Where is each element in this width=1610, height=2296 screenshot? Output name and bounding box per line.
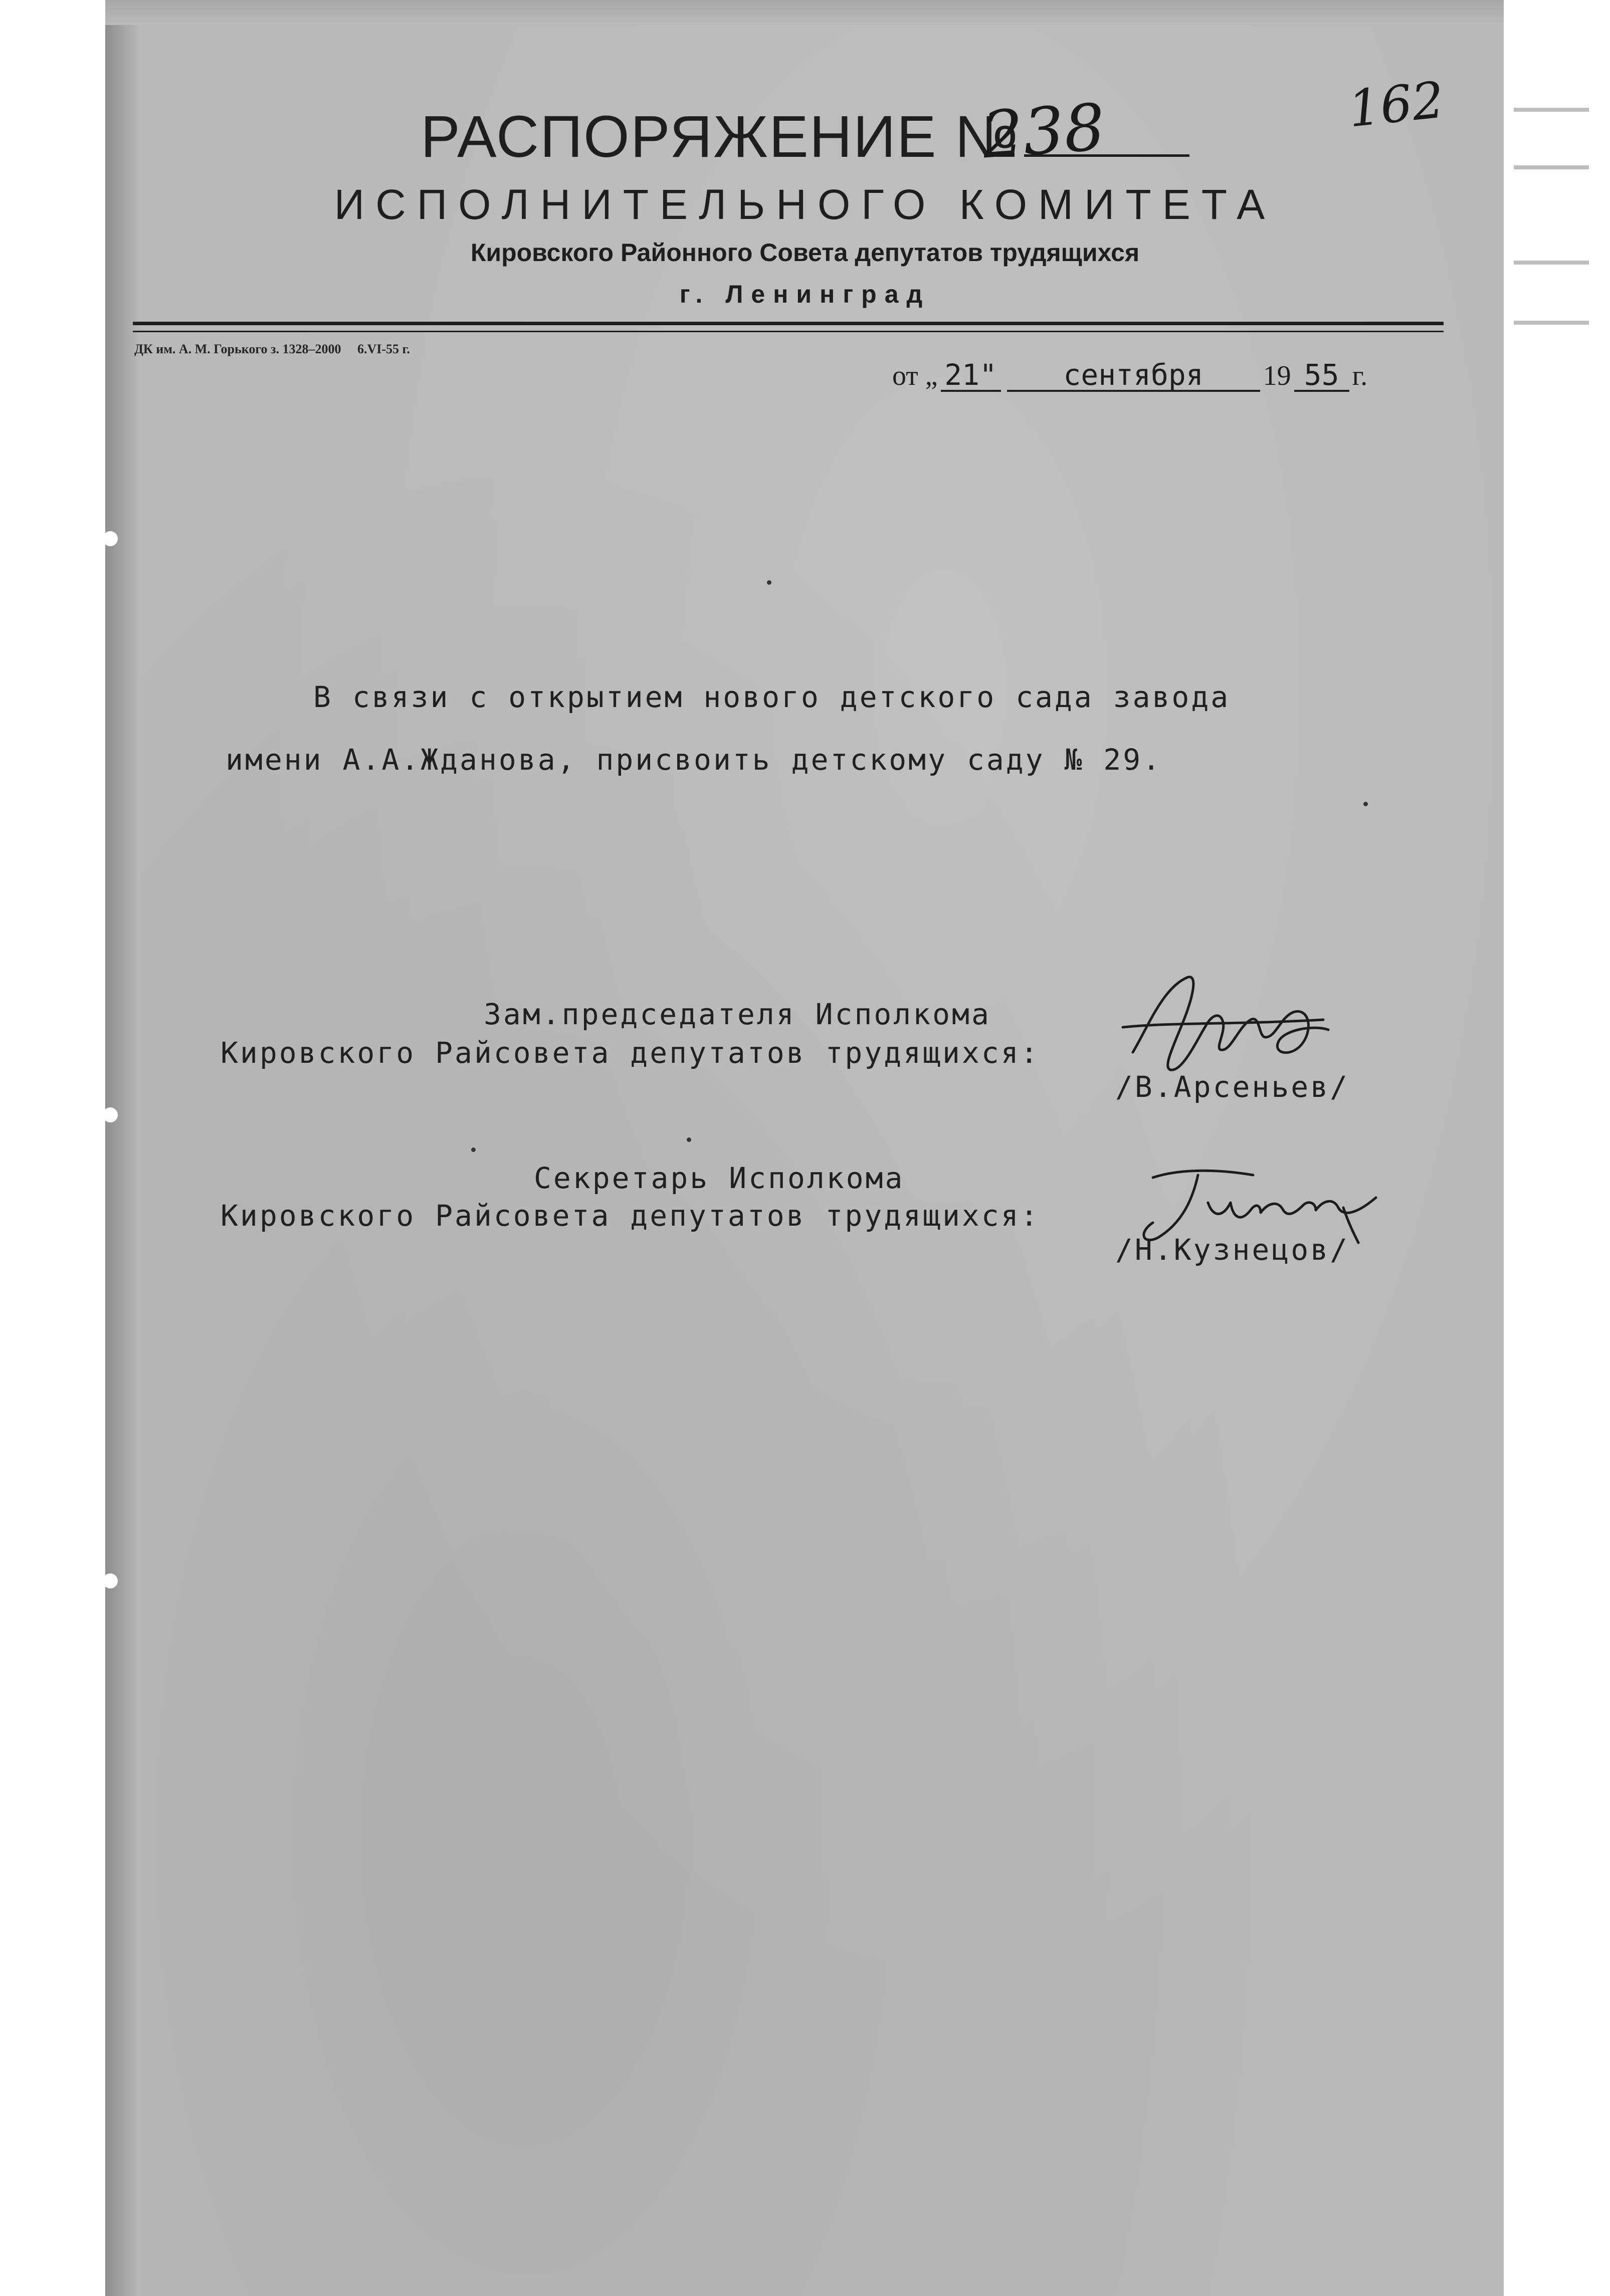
header-rule-thin [133, 331, 1444, 332]
binding-hole [103, 1573, 118, 1588]
signatory-2-council: Кировского Райсовета депутатов трудящихся: [221, 1199, 1040, 1233]
date-day [941, 360, 1001, 392]
committee-subtitle: ИСПОЛНИТЕЛЬНОГО КОМИТЕТА [334, 181, 1276, 228]
date-day-quote: " [979, 358, 997, 392]
title-text: РАСПОРЯЖЕНИЕ № [421, 104, 1019, 170]
date-suffix: г. [1352, 360, 1368, 391]
district-council-line: Кировского Районного Совета депутатов трудящихся [470, 239, 1140, 267]
paper-speck [767, 580, 771, 585]
header-rule-thick [133, 322, 1444, 325]
date-prefix: от „ [892, 360, 938, 391]
binding-hole [103, 531, 118, 546]
date-day-value: 21 [944, 358, 980, 392]
signatory-2-name: /Н.Кузнецов/ [1115, 1233, 1350, 1267]
paper-speck [1363, 802, 1368, 806]
signatory-1-name: /В.Арсеньев/ [1115, 1070, 1350, 1104]
page-number-handwritten: 162 [1345, 70, 1447, 139]
body-line-1: В связи с открытием нового детского сада завода [313, 680, 1231, 714]
order-number-handwritten: 238 [980, 90, 1108, 173]
signature-1-handwritten [1113, 967, 1333, 1082]
body-line-2: имени А.А.Жданова, присвоить детскому саду № 29. [226, 743, 1162, 777]
signatory-1-title: Зам.председателя Исполкома [484, 997, 991, 1031]
city-line: г. Ленинград [679, 280, 931, 308]
date-century: 19 [1263, 360, 1291, 391]
date-year: 55 [1294, 360, 1349, 392]
binding-hole [103, 1107, 118, 1122]
signatory-2-title: Секретарь Исполкома [534, 1161, 905, 1195]
date-month: сентября [1007, 360, 1260, 392]
document-date [892, 360, 1367, 392]
paper-top-edge [105, 0, 1504, 25]
signatory-1-council: Кировского Райсовета депутатов трудящихся: [221, 1036, 1040, 1070]
paper-speck [471, 1147, 476, 1152]
signature-2-handwritten [1123, 1163, 1383, 1248]
printer-imprint: ДК им. А. М. Горького з. 1328–2000 6.VI-55 г. [134, 342, 410, 356]
edge-mark [1514, 321, 1589, 325]
paper-speck [687, 1137, 691, 1142]
